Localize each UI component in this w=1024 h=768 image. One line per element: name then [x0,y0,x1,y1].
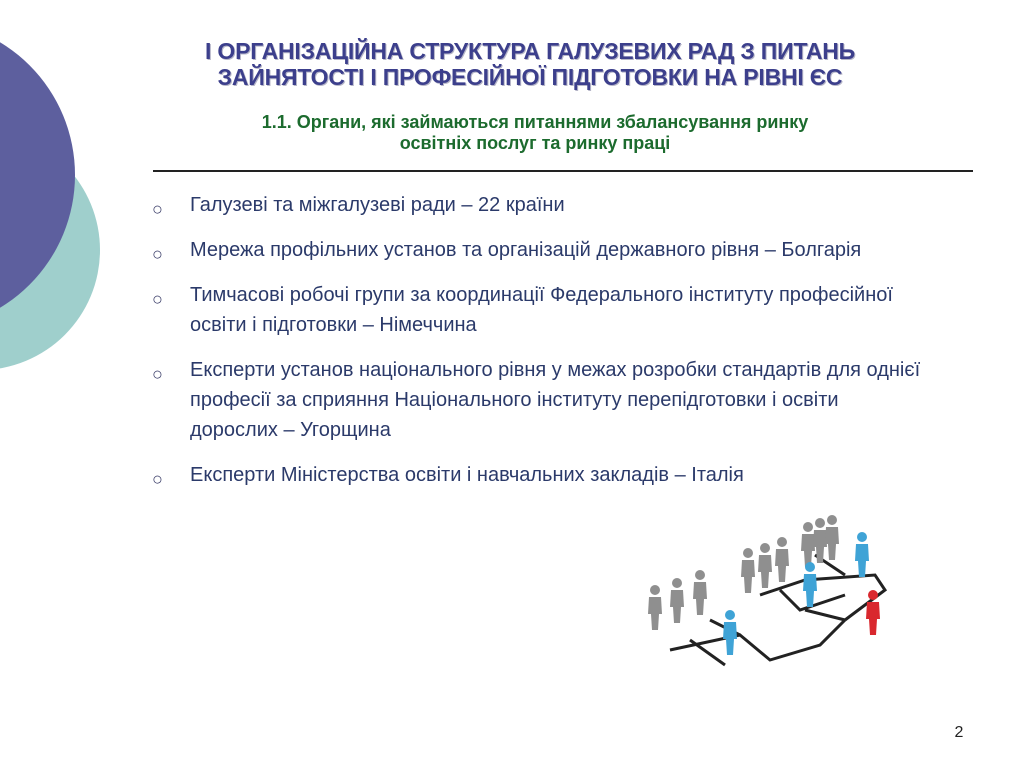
list-item [150,460,930,490]
bullet-text: Експерти Міністерства освіти і навчальних закладів – Італія [190,464,744,486]
bullet-list [150,190,930,505]
page-number: 2 [954,724,964,741]
slide-subtitle [150,112,920,154]
bullet-circle-icon: ○ [152,199,163,219]
subtitle-line-1: 1.1. Органи, які займаються питаннями збалансування ринку [261,112,809,132]
title-line-2: ЗАЙНЯТОСТІ І ПРОФЕСІЙНОЇ ПІДГОТОВКИ НА РІВНІ ЄС [217,64,843,90]
decorative-circles [0,0,110,420]
bullet-text: Експерти установ національного рівня у межах розробки стандартів для однієї професії за сприяння Національного інституту перепідготовки і освіти дорослих – Угорщина [190,359,921,441]
subtitle-line-2: освітніх послуг та ринку праці [399,133,671,153]
bullet-text: Галузеві та міжгалузеві ради – 22 країни [190,194,565,216]
bullet-text: Мережа профільних установ та організацій державного рівня – Болгарія [190,239,862,261]
org-chart-people-illustration [630,515,900,690]
divider-line [153,170,973,172]
list-item [150,280,930,340]
bullet-circle-icon: ○ [152,244,163,264]
bullet-circle-icon: ○ [152,469,163,489]
slide-title [150,38,910,90]
title-line-1: І ОРГАНІЗАЦІЙНА СТРУКТУРА ГАЛУЗЕВИХ РАД З ПИТАНЬ [205,38,855,64]
list-item [150,190,930,220]
bullet-circle-icon: ○ [152,289,163,309]
bullet-text: Тимчасові робочі групи за координації Федерального інституту професійної освіти і підготовки – Німеччина [190,284,893,336]
list-item [150,355,930,445]
bullet-circle-icon: ○ [152,364,163,384]
list-item [150,235,930,265]
